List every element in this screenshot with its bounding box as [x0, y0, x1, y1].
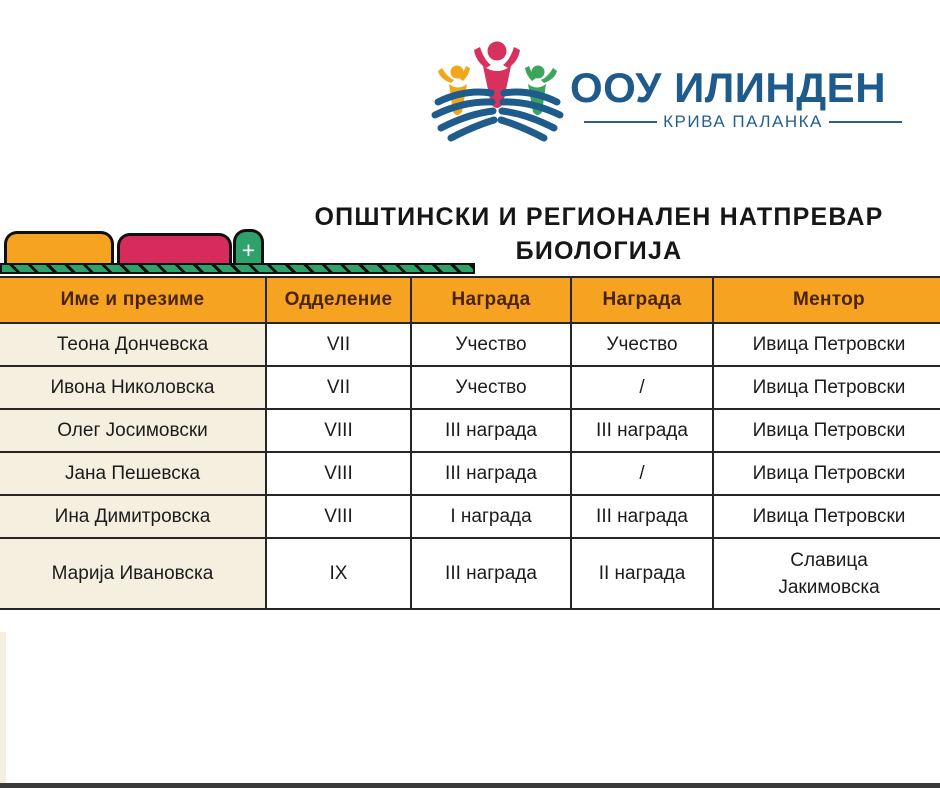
name-cell: Теона Дончевска [0, 323, 266, 366]
name-cell: Марија Ивановска [0, 538, 266, 609]
award2-cell: II награда [571, 538, 713, 609]
page-title [258, 200, 940, 268]
results-table [0, 276, 940, 610]
grade-cell: VIII [266, 409, 411, 452]
school-logo-text [570, 66, 920, 132]
mentor-cell [713, 538, 940, 609]
bottom-edge-bar [0, 783, 940, 788]
header-mentor: Ментор [713, 277, 940, 323]
name-cell: Ина Димитровска [0, 495, 266, 538]
award2-cell: / [571, 452, 713, 495]
mentor-cell: Ивица Петровски [713, 409, 940, 452]
table-row [0, 538, 940, 609]
header-grade: Одделение [266, 277, 411, 323]
header-name: Име и презиме [0, 277, 266, 323]
plus-icon: + [241, 236, 256, 263]
school-name: ООУ ИЛИНДЕН [570, 64, 887, 111]
award1-cell: III награда [411, 452, 571, 495]
table-header-row [0, 277, 940, 323]
grade-cell: VII [266, 323, 411, 366]
header-award-1: Награда [411, 277, 571, 323]
title-line-1: ОПШТИНСКИ И РЕГИОНАЛЕН НАТПРЕВАР [314, 203, 884, 231]
mentor-cell: Ивица Петровски [713, 452, 940, 495]
mentor-cell: Ивица Петровски [713, 323, 940, 366]
title-line-2: БИОЛОГИЈА [515, 237, 683, 265]
red-tab-shape [117, 233, 232, 266]
hatched-bar-shape [0, 263, 475, 274]
orange-tab-shape [4, 231, 114, 266]
table-row [0, 323, 940, 366]
award1-cell: I награда [411, 495, 571, 538]
award1-cell: Учество [411, 323, 571, 366]
grade-cell: IX [266, 538, 411, 609]
award1-cell: III награда [411, 409, 571, 452]
mentor-cell: Ивица Петровски [713, 366, 940, 409]
grade-cell: VIII [266, 452, 411, 495]
award2-cell: Учество [571, 323, 713, 366]
red-figure [474, 42, 520, 109]
left-edge-sliver [0, 632, 6, 783]
award1-cell: Учество [411, 366, 571, 409]
award2-cell: / [571, 366, 713, 409]
table-row [0, 452, 940, 495]
school-logo-icon [430, 38, 565, 150]
name-cell: Олег Јосимовски [0, 409, 266, 452]
header-award-2: Награда [571, 277, 713, 323]
name-cell: Јана Пешевска [0, 452, 266, 495]
school-city-row [584, 112, 902, 132]
grade-cell: VIII [266, 495, 411, 538]
award2-cell: III награда [571, 495, 713, 538]
city-divider-left [584, 121, 657, 123]
city-divider-right [829, 121, 902, 123]
table-row [0, 409, 940, 452]
table-row [0, 366, 940, 409]
table-row [0, 495, 940, 538]
school-city: КРИВА ПАЛАНКА [663, 112, 823, 131]
award2-cell: III награда [571, 409, 713, 452]
mentor-cell: Ивица Петровски [713, 495, 940, 538]
green-plus-tab-shape [233, 229, 264, 266]
mentor-name: Славица Јакимовска [778, 549, 880, 598]
grade-cell: VII [266, 366, 411, 409]
award1-cell: III награда [411, 538, 571, 609]
name-cell: Ивона Николовска [0, 366, 266, 409]
